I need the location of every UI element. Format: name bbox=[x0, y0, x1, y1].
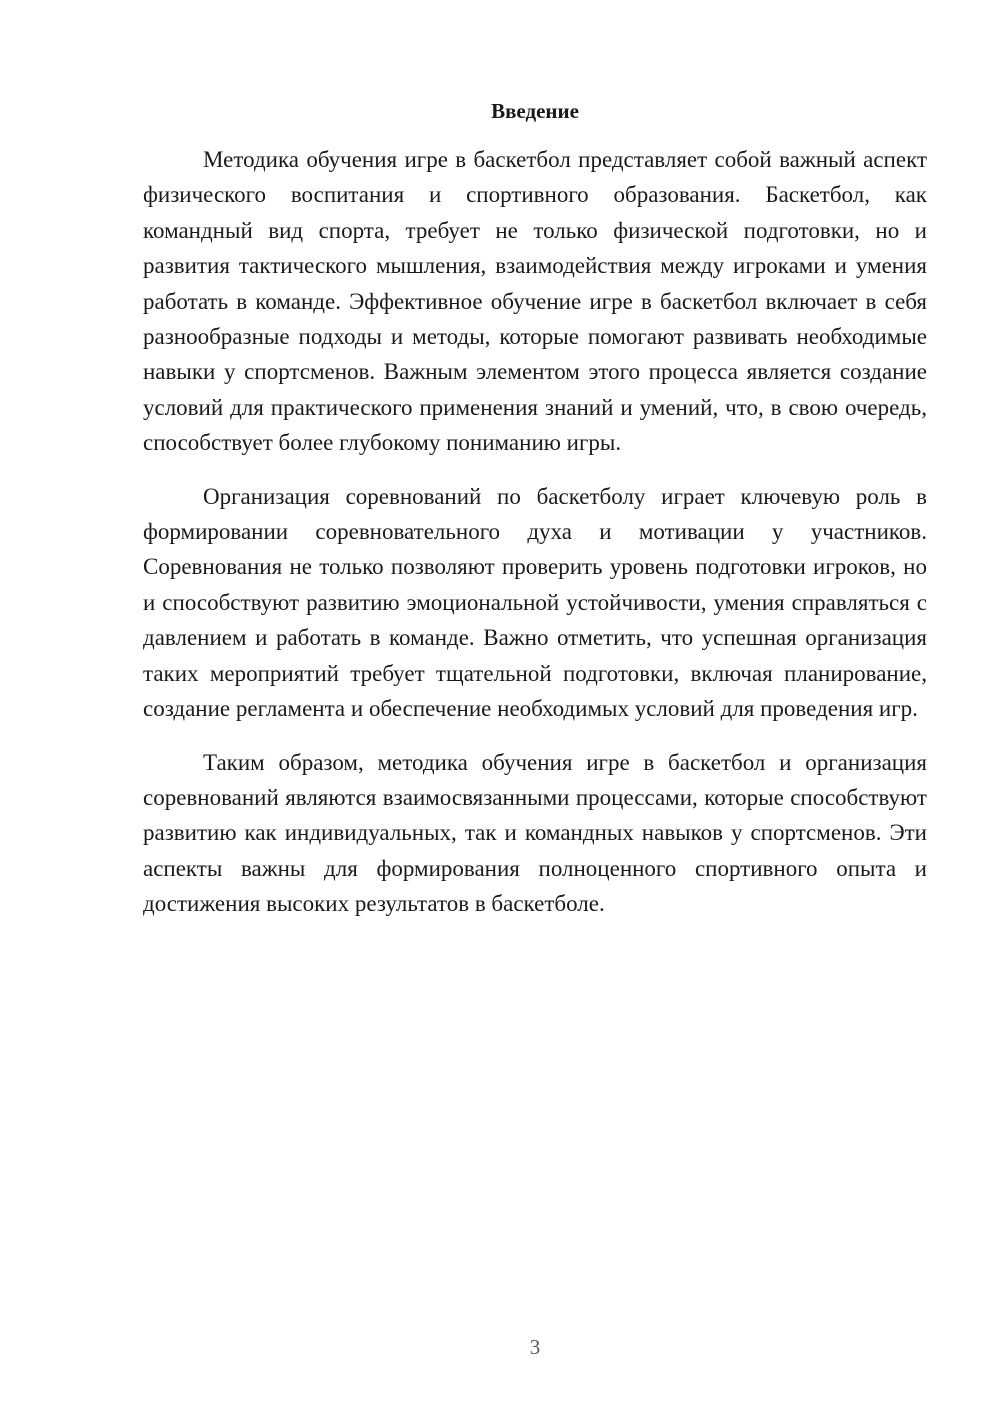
body-text bbox=[143, 142, 927, 940]
paragraph-1: Методика обучения игре в баскетбол представляет собой важный аспект физического воспитания и спортивного образования. Баскетбол, как командный вид спорта, требует не только физической подготовки, но и развития тактического мышления, взаимодействия между игроками и умения работать в команде. Эффективное обучение игре в баскетбол включает в себя разнообразные подходы и методы, которые помогают развивать необходимые навыки у спортсменов. Важным элементом этого процесса является создание условий для практического применения знаний и умений, что, в свою очередь, способствует более глубокому пониманию игры. bbox=[143, 147, 927, 456]
page-number: 3 bbox=[529, 1335, 541, 1359]
paragraph-2: Организация соревнований по баскетболу играет ключевую роль в формировании соревновательного духа и мотивации у участников. Соревнования не только позволяют проверить уровень подготовки игроков, но и способствуют развитию эмоциональной устойчивости, умения справляться с давлением и работать в команде. Важно отметить, что успешная организация таких мероприятий требует тщательной подготовки, включая планирование, создание регламента и обеспечение необходимых условий для проведения игр. bbox=[143, 483, 927, 722]
section-heading: Введение bbox=[491, 99, 579, 123]
paragraph-3: Таким образом, методика обучения игре в баскетбол и организация соревнований являются взаимосвязанными процессами, которые способствуют развитию как индивидуальных, так и командных навыков у спортсменов. Эти аспекты важны для формирования полноценного спортивного опыта и достижения высоких результатов в баскетболе. bbox=[143, 749, 927, 917]
